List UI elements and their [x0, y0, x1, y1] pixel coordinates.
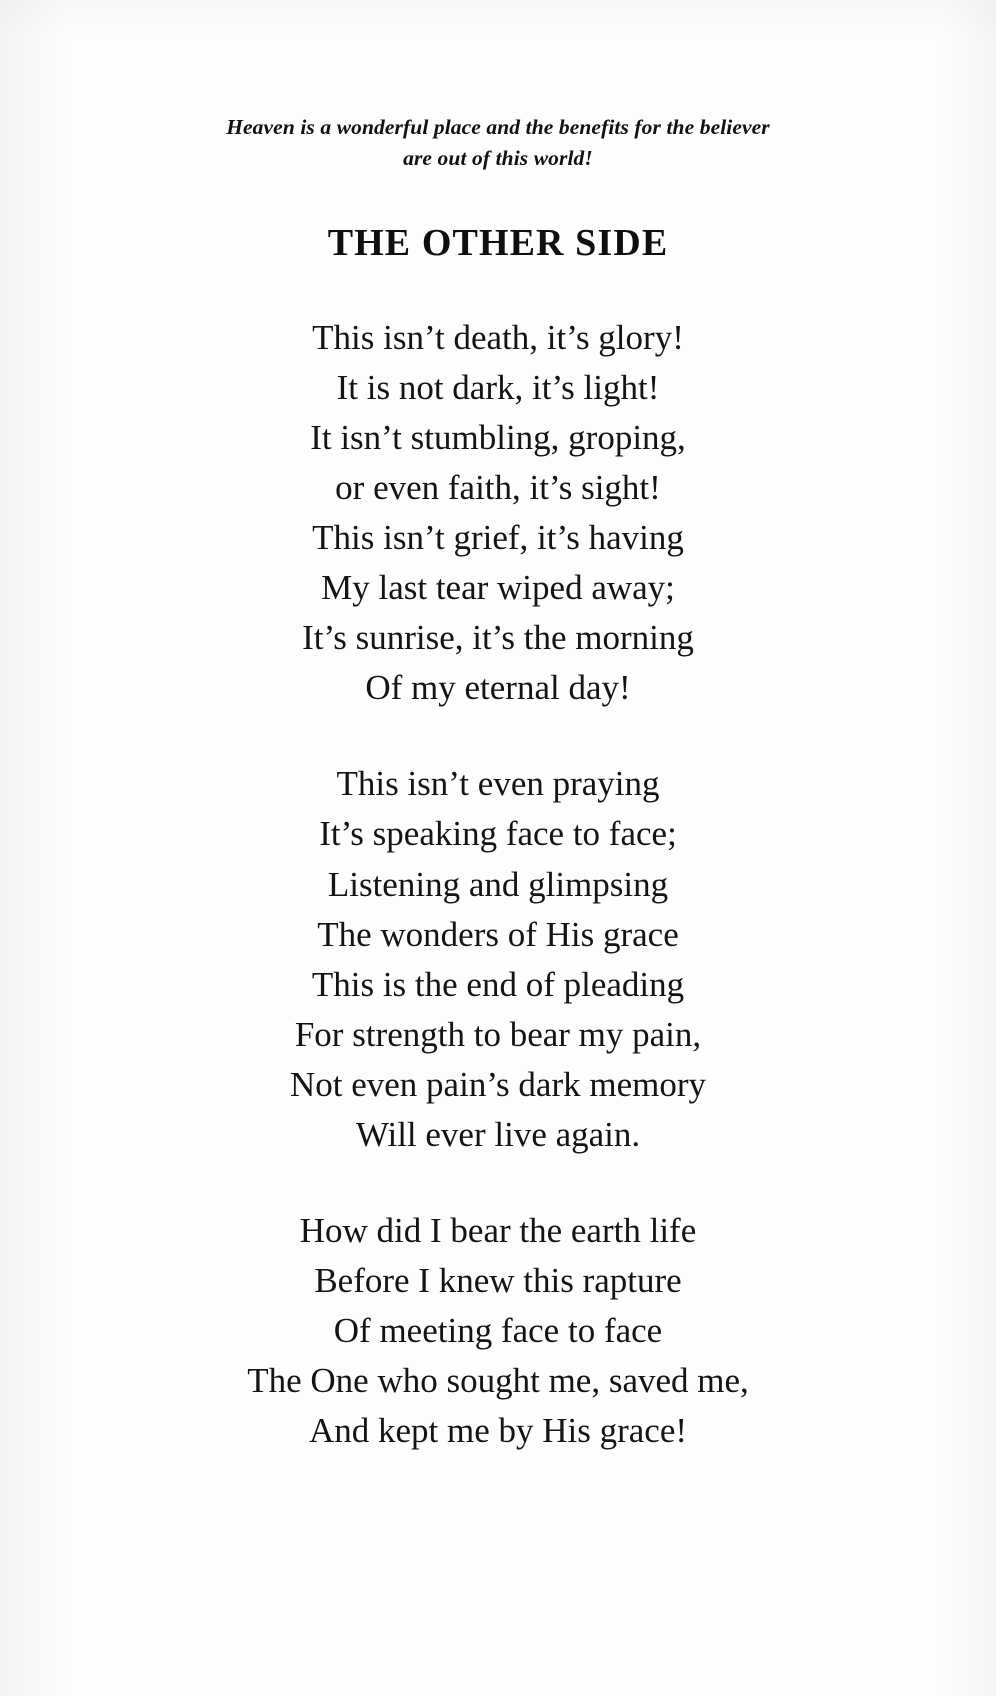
poem-line: How did I bear the earth life — [299, 1210, 697, 1250]
poem-stanza — [0, 313, 996, 713]
poem-line: My last tear wiped away; — [321, 568, 675, 608]
poem-line: It isn’t stumbling, groping, — [310, 418, 686, 458]
poem-line: Listening and glimpsing — [327, 864, 669, 904]
poem-line: It’s sunrise, it’s the morning — [302, 618, 694, 658]
poem-line: This isn’t grief, it’s having — [312, 518, 684, 558]
poem-line: It is not dark, it’s light! — [336, 368, 660, 408]
poem-line: It’s speaking face to face; — [319, 814, 677, 854]
poem-line: This isn’t death, it’s glory! — [312, 318, 684, 358]
poem-line: And kept me by His grace! — [308, 1410, 688, 1450]
epigraph — [148, 112, 848, 173]
poem-line: This isn’t even praying — [336, 764, 660, 804]
poem-line: Of meeting face to face — [333, 1310, 663, 1350]
poem-line: Will ever live again. — [355, 1114, 641, 1154]
poem-line: The One who sought me, saved me, — [247, 1360, 749, 1400]
page-title: THE OTHER SIDE — [327, 222, 669, 265]
poem-line: The wonders of His grace — [317, 914, 679, 954]
poem-line: This is the end of pleading — [311, 964, 685, 1004]
poem-stanza — [0, 759, 996, 1159]
poem-line: Before I knew this rapture — [314, 1260, 682, 1300]
poem-line: For strength to bear my pain, — [294, 1014, 702, 1054]
poem-line: Not even pain’s dark memory — [289, 1064, 706, 1104]
poem-line: or even faith, it’s sight! — [335, 468, 661, 508]
poem-stanza — [0, 1206, 996, 1456]
poem-line: Of my eternal day! — [365, 668, 631, 708]
epigraph-line: Heaven is a wonderful place and the benefits for the believer — [226, 115, 770, 139]
epigraph-line: are out of this world! — [403, 145, 593, 170]
poem-body — [0, 313, 996, 1456]
